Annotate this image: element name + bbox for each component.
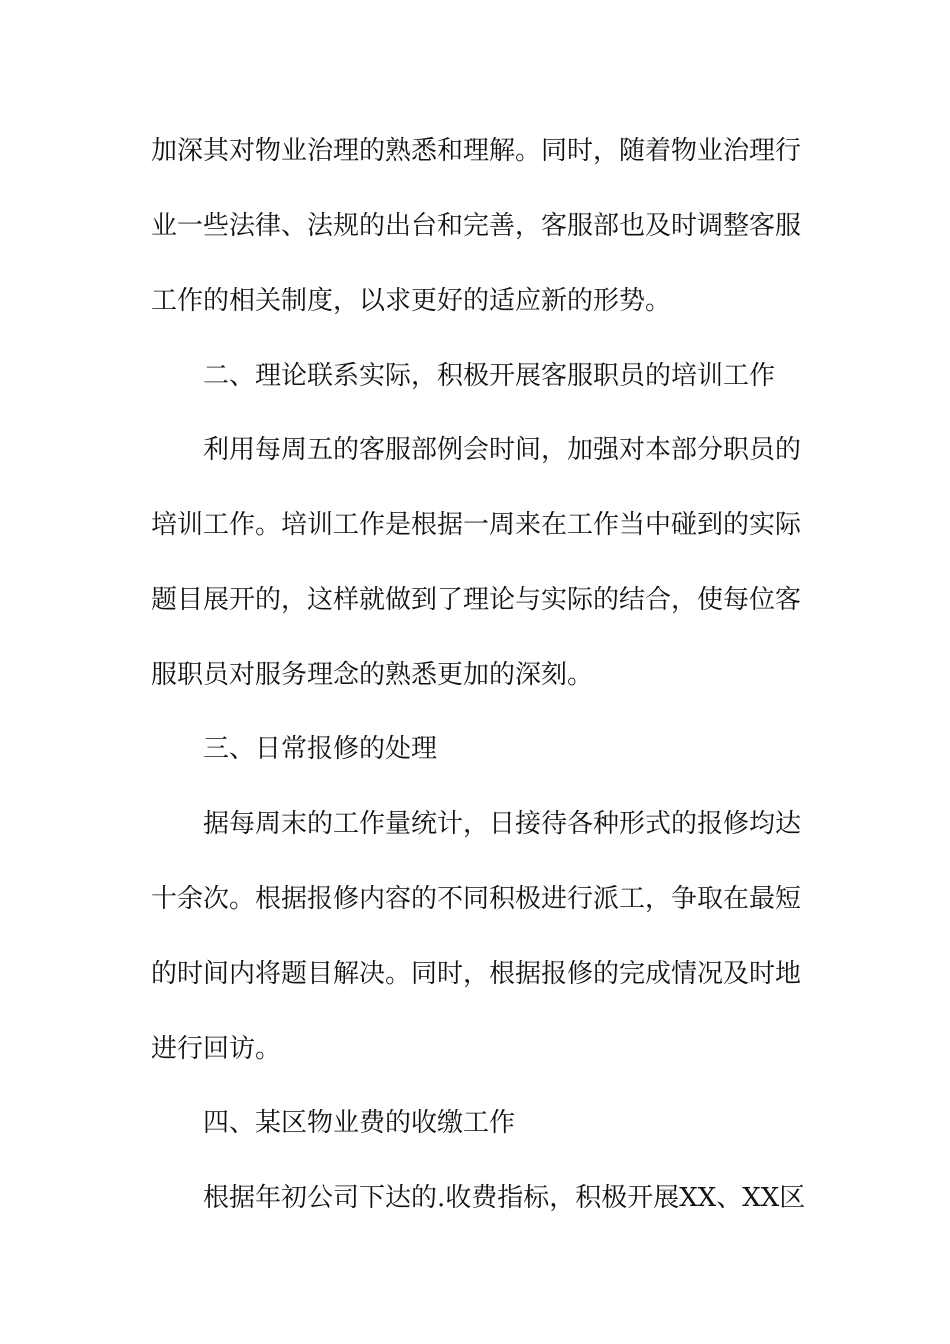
section-heading: 四、某区物业费的收缴工作 [203,1108,516,1138]
paragraph-line: 的时间内将题目解决。同时，根据报修的完成情况及时地 [151,959,802,989]
section-heading: 三、日常报修的处理 [203,734,438,764]
paragraph-line: 业一些法律、法规的出台和完善，客服部也及时调整客服 [151,211,802,241]
paragraph-line: 题目展开的，这样就做到了理论与实际的结合，使每位客 [151,585,802,615]
section-heading: 二、理论联系实际，积极开展客服职员的培训工作 [203,361,776,391]
paragraph-line: 工作的相关制度，以求更好的适应新的形势。 [151,286,672,316]
paragraph-line: 进行回访。 [151,1034,282,1064]
paragraph-line: 利用每周五的客服部例会时间，加强对本部分职员的 [203,435,802,465]
paragraph-line: 根据年初公司下达的.收费指标，积极开展XX、XX区 [203,1183,806,1213]
paragraph-line: 加深其对物业治理的熟悉和理解。同时，随着物业治理行 [151,136,802,166]
paragraph-line: 服职员对服务理念的熟悉更加的深刻。 [151,660,594,690]
paragraph-line: 培训工作。培训工作是根据一周来在工作当中碰到的实际 [151,510,802,540]
paragraph-line: 据每周末的工作量统计，日接待各种形式的报修均达 [203,809,802,839]
paragraph-line: 十余次。根据报修内容的不同积极进行派工，争取在最短 [151,884,802,914]
